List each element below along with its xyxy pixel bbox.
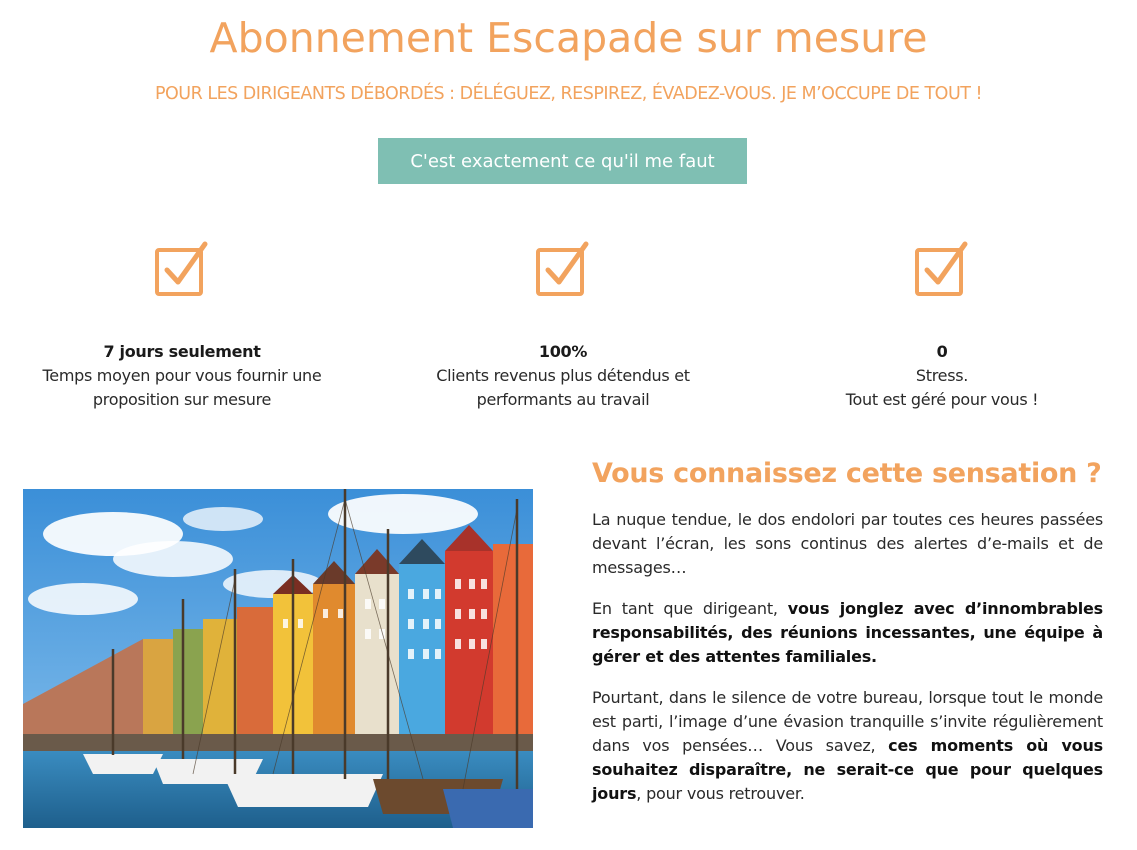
feature-text-line: Stress. [915, 366, 969, 385]
paragraph-text: Pourtant, dans le silence de votre bureau, lorsque tout le monde est parti, l’image d’une évasion tranquille s’invite régulièrement dans vos pensées… Vous savez, [592, 688, 1103, 755]
feature-text-line: Clients revenus plus détendus et [436, 366, 690, 385]
feature-title: 0 [936, 342, 948, 361]
paragraph-bold-text: ces moments où vous souhaitez disparaître, ne serait-ce que pour quelques jours [592, 736, 1103, 803]
feature-text-line: proposition sur mesure [92, 390, 272, 409]
feature-card [772, 240, 1112, 412]
page-subtitle: POUR LES DIRIGEANTS DÉBORDÉS : DÉLÉGUEZ, RESPIREZ, ÉVADEZ-VOUS. JE M’OCCUPE DE TOUT ! [154, 84, 983, 104]
feature-text-line: Temps moyen pour vous fournir une [42, 366, 322, 385]
feature-card [393, 240, 733, 412]
cta-button[interactable]: C'est exactement ce qu'il me faut [378, 138, 747, 184]
paragraph-text: , pour vous retrouver. [636, 784, 805, 803]
section-heading: Vous connaissez cette sensation ? [592, 458, 1102, 489]
checkbox-check-icon [154, 240, 210, 298]
paragraph-bold-text: vous jonglez avec d’innombrables responsabilités, des réunions incessantes, une équipe à gérer et des attentes familiales. [592, 599, 1104, 666]
feature-title: 7 jours seulement [103, 342, 261, 361]
page-title: Abonnement Escapade sur mesure [209, 14, 928, 62]
paragraph-text: En tant que dirigeant, [592, 599, 788, 618]
feature-text-line: performants au travail [476, 390, 650, 409]
paragraph [592, 686, 1103, 806]
feature-text-line: Tout est géré pour vous ! [845, 390, 1039, 409]
harbor-photo [23, 489, 533, 828]
feature-title: 100% [538, 342, 588, 361]
checkbox-check-icon [914, 240, 970, 298]
paragraph: La nuque tendue, le dos endolori par toutes ces heures passées devant l’écran, les sons continus des alertes d’e-mails et de messages… [592, 510, 1103, 577]
checkbox-check-icon [535, 240, 591, 298]
feature-card [12, 240, 352, 412]
paragraph [592, 597, 1103, 669]
